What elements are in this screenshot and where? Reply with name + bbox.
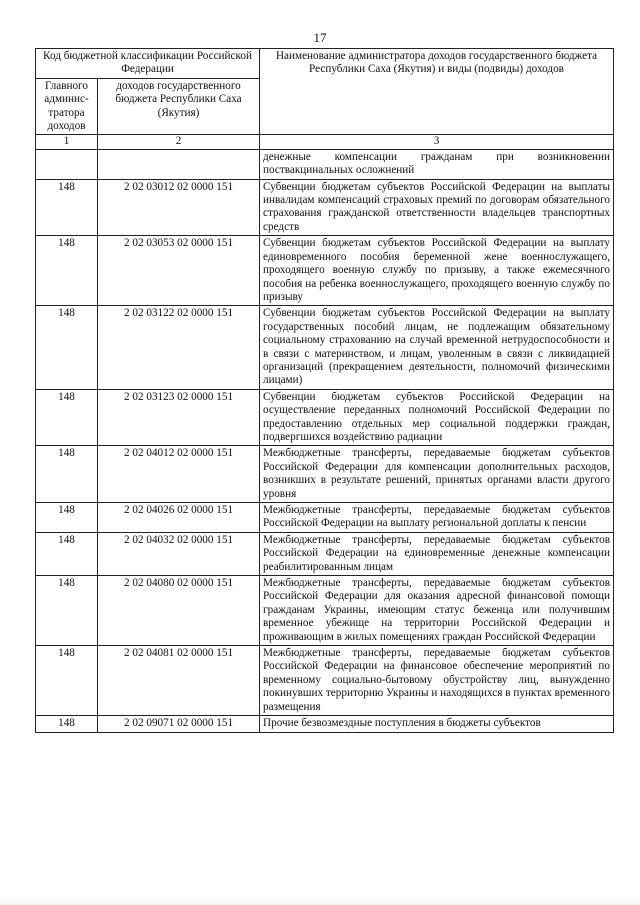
budget-code-cell: 2 02 04026 02 0000 151 (98, 503, 260, 533)
budget-code-cell: 2 02 04080 02 0000 151 (98, 576, 260, 646)
table-row (36, 389, 614, 446)
header-budget-classification-code: Код бюджетной классификации Российской Федерации (36, 49, 260, 79)
column-number: 3 (260, 135, 614, 149)
revenue-name-cell: Прочие безвозмездные поступления в бюджеты субъектов (260, 716, 614, 732)
revenue-name-cell: Субвенции бюджетам субъектов Российской Федерации на выплату единовременного пособия беременной жене военнослужащего, проходящего военную службу по призыву, а также ежемесячного пособия на ребенка военнослужащего, проходящего военную службу по призыву (260, 236, 614, 306)
budget-code-cell (98, 149, 260, 179)
budget-code-cell: 2 02 04012 02 0000 151 (98, 446, 260, 503)
admin-code-cell: 148 (36, 179, 98, 236)
budget-code-cell: 2 02 03053 02 0000 151 (98, 236, 260, 306)
revenue-name-cell: Межбюджетные трансферты, передаваемые бюджетам субъектов Российской Федерации для оказания адресной финансовой помощи гражданам Украины, имеющим статус беженца или получившим временное убежище на территории Российской Федерации и проживающим в жилых помещениях граждан Российской Федерации (260, 576, 614, 646)
header-chief-administrator: Главного админис-тратора доходов (36, 78, 98, 135)
revenue-name-cell: Межбюджетные трансферты, передаваемые бюджетам субъектов Российской Федерации на единовременные денежные компенсации реабилитированным лицам (260, 532, 614, 575)
admin-code-cell: 148 (36, 306, 98, 389)
budget-code-cell: 2 02 09071 02 0000 151 (98, 716, 260, 732)
revenue-name-cell: Субвенции бюджетам субъектов Российской Федерации на выплату государственных пособий лицам, не подлежащим обязательному социальному страхованию на случай временной нетрудоспособности и в связи с материнством, и лицам, уволенным в связи с ликвидацией организаций (прекращением деятельности, полномочий физическими лицами) (260, 306, 614, 389)
table-row (36, 149, 614, 179)
budget-code-cell: 2 02 03122 02 0000 151 (98, 306, 260, 389)
admin-code-cell: 148 (36, 646, 98, 716)
admin-code-cell (36, 149, 98, 179)
table-row (36, 236, 614, 306)
page-number: 17 (313, 30, 327, 45)
budget-code-cell: 2 02 03012 02 0000 151 (98, 179, 260, 236)
budget-code-cell: 2 02 03123 02 0000 151 (98, 389, 260, 446)
table-row (36, 503, 614, 533)
table-row (36, 576, 614, 646)
revenue-administrators-table (35, 48, 614, 733)
page-bottom-edge (0, 896, 640, 905)
admin-code-cell: 148 (36, 576, 98, 646)
admin-code-cell: 148 (36, 532, 98, 575)
header-revenue-code: доходов государственного бюджета Республики Саха (Якутия) (98, 78, 260, 135)
budget-code-cell: 2 02 04032 02 0000 151 (98, 532, 260, 575)
revenue-name-cell: денежные компенсации гражданам при возникновении поствакцинальных осложнений (260, 149, 614, 179)
table-body (36, 149, 614, 732)
admin-code-cell: 148 (36, 389, 98, 446)
revenue-name-cell: Субвенции бюджетам субъектов Российской Федерации на выплаты инвалидам компенсаций страховых премий по договорам обязательного страхования гражданской ответственности владельцев транспортных средств (260, 179, 614, 236)
table-row (36, 306, 614, 389)
header-administrator-name: Наименование администратора доходов государственного бюджета Республики Саха (Якутия) и виды (подвиды) доходов (260, 49, 614, 135)
table-row (36, 446, 614, 503)
admin-code-cell: 148 (36, 446, 98, 503)
revenue-name-cell: Межбюджетные трансферты, передаваемые бюджетам субъектов Российской Федерации на выплату региональной доплаты к пенсии (260, 503, 614, 533)
table-row (36, 646, 614, 716)
table-row (36, 716, 614, 732)
budget-code-cell: 2 02 04081 02 0000 151 (98, 646, 260, 716)
table-row (36, 532, 614, 575)
revenue-name-cell: Субвенции бюджетам субъектов Российской Федерации на осуществление переданных полномочий Российской Федерации по предоставлению отдельных мер социальной поддержки граждан, подвергшихся воздействию радиации (260, 389, 614, 446)
admin-code-cell: 148 (36, 503, 98, 533)
revenue-name-cell: Межбюджетные трансферты, передаваемые бюджетам субъектов Российской Федерации на финансовое обеспечение мероприятий по временному социально-бытовому обустройству лиц, вынужденно покинувших территорию Украины и находящихся в пунктах временного размещения (260, 646, 614, 716)
admin-code-cell: 148 (36, 716, 98, 732)
admin-code-cell: 148 (36, 236, 98, 306)
column-number: 2 (98, 135, 260, 149)
table-row (36, 179, 614, 236)
revenue-name-cell: Межбюджетные трансферты, передаваемые бюджетам субъектов Российской Федерации для компенсации дополнительных расходов, возникших в результате решений, принятых органами власти другого уровня (260, 446, 614, 503)
column-number: 1 (36, 135, 98, 149)
